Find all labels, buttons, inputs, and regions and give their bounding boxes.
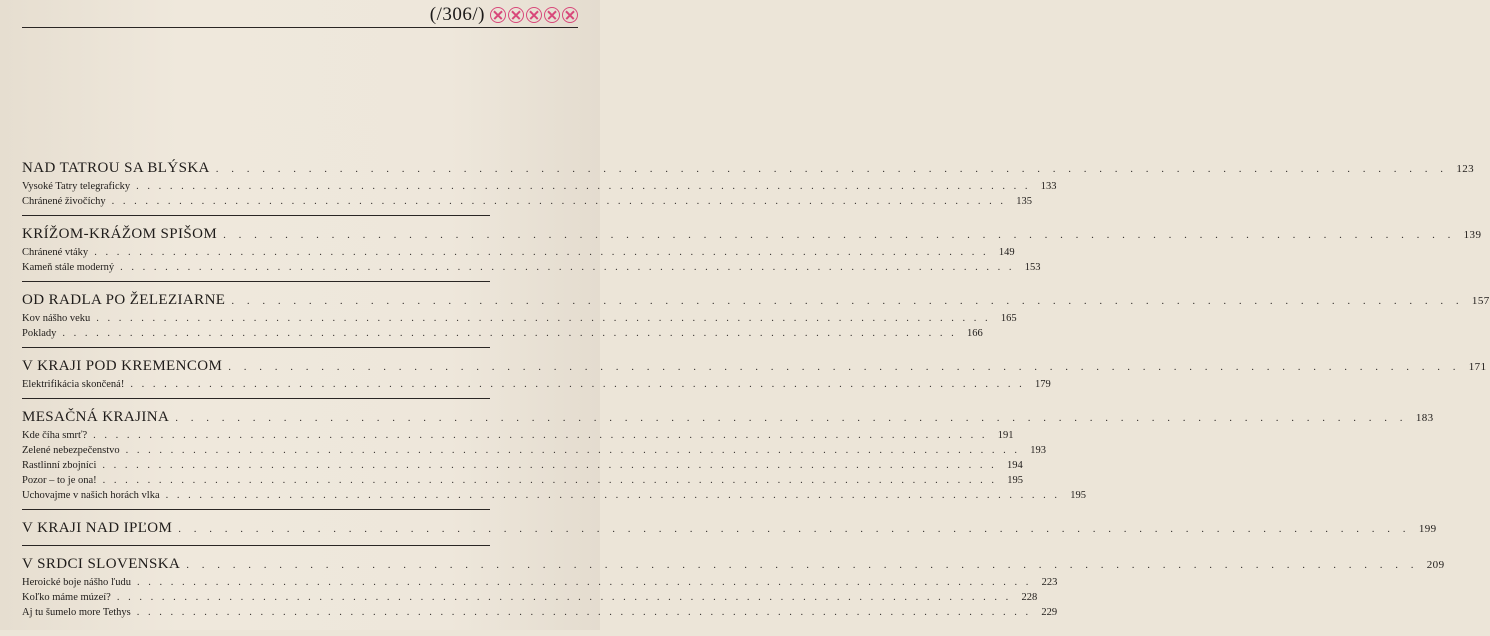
dot-leader: . . . . . . . . . . . . . . . . . . . . . . . . . . . . . . . . . . . . . . . . . . . . . . . . . . . . . . . . . . . . . . . . . . . . . . . . . . . . . . . . (102, 460, 997, 471)
chapter-heading (22, 409, 1434, 430)
dot-leader: . . . . . . . . . . . . . . . . . . . . . . . . . . . . . . . . . . . . . . . . . . . . . . . . . . . . . . . . . . . . . . . . . . . . . . . . . . . . . . . . (231, 295, 1464, 307)
dot-leader: . . . . . . . . . . . . . . . . . . . . . . . . . . . . . . . . . . . . . . . . . . . . . . . . . . . . . . . . . . . . . . . . . . . . . . . . . . . . . . . . (136, 577, 1032, 588)
chapter-heading (22, 292, 1490, 313)
chapter-subentry-label: Kov nášho veku (22, 313, 91, 324)
chapter-subentry (22, 328, 983, 343)
chapter-subentry-page: 166 (967, 328, 983, 339)
dot-leader: . . . . . . . . . . . . . . . . . . . . . . . . . . . . . . . . . . . . . . . . . . . . . . . . . . . . . . . . . . . . . . . . . . . . . . . . . . . . . . . . (102, 475, 998, 486)
chapter-subentry-page: 223 (1041, 577, 1058, 588)
dot-leader: . . . . . . . . . . . . . . . . . . . . . . . . . . . . . . . . . . . . . . . . . . . . . . . . . . . . . . . . . . . . . . . . . . . . . . . . . . . . . . . . (223, 229, 1456, 241)
chapter-subentry (22, 475, 1024, 490)
chapter-subentry (22, 460, 1023, 475)
stamp-mark-icon (490, 7, 506, 23)
stamp-mark-icon (508, 7, 524, 23)
chapter-subentry-page: 228 (1021, 592, 1038, 603)
chapter-heading (22, 520, 1437, 541)
dot-leader: . . . . . . . . . . . . . . . . . . . . . . . . . . . . . . . . . . . . . . . . . . . . . . . . . . . . . . . . . . . . . . . . . . . . . . . . . . . . . . . . (215, 163, 1449, 175)
dot-leader: . . . . . . . . . . . . . . . . . . . . . . . . . . . . . . . . . . . . . . . . . . . . . . . . . . . . . . . . . . . . . . . . . . . . . . . . . . . . . . . . (186, 559, 1419, 571)
chapter-subentry-label: Vysoké Tatry telegraficky (22, 181, 131, 192)
dot-leader: . . . . . . . . . . . . . . . . . . . . . . . . . . . . . . . . . . . . . . . . . . . . . . . . . . . . . . . . . . . . . . . . . . . . . . . . . . . . . . . . (93, 430, 988, 441)
dot-leader: . . . . . . . . . . . . . . . . . . . . . . . . . . . . . . . . . . . . . . . . . . . . . . . . . . . . . . . . . . . . . . . . . . . . . . . . . . . . . . . . (228, 361, 1461, 373)
chapter-subentry-label: Kde číha smrť? (22, 430, 88, 441)
chapter-heading (22, 226, 1482, 247)
chapter-subentry-label: Aj tu šumelo more Tethys (22, 607, 131, 618)
dot-leader: . . . . . . . . . . . . . . . . . . . . . . . . . . . . . . . . . . . . . . . . . . . . . . . . . . . . . . . . . . . . . . . . . . . . . . . . . . . . . . . . (96, 313, 991, 324)
chapter-heading (22, 358, 1487, 379)
chapter-subentry-page: 194 (1007, 460, 1023, 471)
chapter-heading-label: KRÍŽOM-KRÁŽOM SPIŠOM (22, 226, 218, 242)
chapter-subentry (22, 247, 1015, 262)
chapter-subentry-page: 195 (1007, 475, 1024, 486)
chapter-heading-label: MESAČNÁ KRAJINA (22, 409, 170, 425)
chapter-subentry-label: Kameň stále moderný (22, 262, 115, 273)
library-stamp (490, 7, 578, 23)
dot-leader: . . . . . . . . . . . . . . . . . . . . . . . . . . . . . . . . . . . . . . . . . . . . . . . . . . . . . . . . . . . . . . . . . . . . . . . . . . . . . . . . (111, 196, 1007, 207)
dot-leader: . . . . . . . . . . . . . . . . . . . . . . . . . . . . . . . . . . . . . . . . . . . . . . . . . . . . . . . . . . . . . . . . . . . . . . . . . . . . . . . . (136, 607, 1032, 618)
table-of-contents (22, 160, 1490, 636)
dot-leader: . . . . . . . . . . . . . . . . . . . . . . . . . . . . . . . . . . . . . . . . . . . . . . . . . . . . . . . . . . . . . . . . . . . . . . . . . . . . . . . . (136, 181, 1031, 192)
chapter-subentry-page: 149 (998, 247, 1015, 258)
chapter-heading (22, 160, 1475, 181)
dot-leader: . . . . . . . . . . . . . . . . . . . . . . . . . . . . . . . . . . . . . . . . . . . . . . . . . . . . . . . . . . . . . . . . . . . . . . . . . . . . . . . . (165, 490, 1060, 501)
stamp-mark-icon (526, 7, 542, 23)
chapter-subentry-label: Chránené vtáky (22, 247, 89, 258)
chapter-heading-label: NAD TATROU SA BLÝSKA (22, 160, 210, 176)
chapter-subentry-page: 165 (1000, 313, 1017, 324)
chapter-subentry (22, 181, 1057, 196)
dot-leader: . . . . . . . . . . . . . . . . . . . . . . . . . . . . . . . . . . . . . . . . . . . . . . . . . . . . . . . . . . . . . . . . . . . . . . . . . . . . . . . . (178, 523, 1411, 535)
toc-section (22, 358, 1487, 399)
chapter-subentry-label: Poklady (22, 328, 57, 339)
chapter-heading-page: 183 (1415, 412, 1434, 424)
dot-leader: . . . . . . . . . . . . . . . . . . . . . . . . . . . . . . . . . . . . . . . . . . . . . . . . . . . . . . . . . . . . . . . . . . . . . . . . . . . . . . . . (62, 328, 957, 339)
chapter-subentry (22, 577, 1058, 592)
chapter-subentry (22, 445, 1047, 460)
chapter-subentry-label: Elektrifikácia skončená! (22, 379, 125, 390)
chapter-subentry-label: Pozor – to je ona! (22, 475, 97, 486)
chapter-subentry-page: 229 (1041, 607, 1058, 618)
toc-section (22, 226, 1482, 282)
chapter-subentry (22, 607, 1058, 622)
chapter-subentry-page: 193 (1030, 445, 1047, 456)
toc-section (22, 292, 1490, 348)
chapter-subentry (22, 379, 1051, 394)
chapter-heading-label: V SRDCI SLOVENSKA (22, 556, 181, 572)
chapter-subentry (22, 196, 1033, 211)
chapter-subentry-label: Uchovajme v našich horách vlka (22, 490, 160, 501)
chapter-subentry (22, 262, 1041, 277)
chapter-heading-label: V KRAJI NAD IPĽOM (22, 520, 173, 536)
chapter-heading-page: 157 (1471, 295, 1490, 307)
dot-leader: . . . . . . . . . . . . . . . . . . . . . . . . . . . . . . . . . . . . . . . . . . . . . . . . . . . . . . . . . . . . . . . . . . . . . . . . . . . . . . . . (175, 412, 1408, 424)
chapter-subentry-label: Rastlinní zbojníci (22, 460, 97, 471)
chapter-subentry-page: 135 (1016, 196, 1033, 207)
chapter-subentry (22, 592, 1038, 607)
chapter-heading-page: 123 (1456, 163, 1475, 175)
chapter-heading (22, 556, 1445, 577)
chapter-subentry-label: Heroické boje nášho ľudu (22, 577, 131, 588)
header-rule (22, 27, 578, 28)
chapter-subentry-page: 133 (1040, 181, 1057, 192)
page-header (430, 3, 578, 27)
toc-section (22, 556, 1445, 626)
chapter-heading-page: 139 (1463, 229, 1482, 241)
chapter-subentry-label: Zelené nebezpečenstvo (22, 445, 120, 456)
chapter-subentry-page: 191 (997, 430, 1014, 441)
chapter-heading-page: 171 (1468, 361, 1487, 373)
chapter-heading-page: 199 (1418, 523, 1437, 535)
toc-section (22, 520, 1437, 546)
chapter-subentry-page: 179 (1034, 379, 1051, 390)
chapter-heading-label: OD RADLA PO ŽELEZIARNE (22, 292, 226, 308)
chapter-subentry (22, 430, 1014, 445)
chapter-subentry (22, 313, 1017, 328)
chapter-subentry-page: 153 (1024, 262, 1041, 273)
toc-section (22, 409, 1434, 510)
chapter-subentry (22, 490, 1086, 505)
chapter-subentry-page: 195 (1070, 490, 1086, 501)
dot-leader: . . . . . . . . . . . . . . . . . . . . . . . . . . . . . . . . . . . . . . . . . . . . . . . . . . . . . . . . . . . . . . . . . . . . . . . . . . . . . . . . (116, 592, 1012, 603)
dot-leader: . . . . . . . . . . . . . . . . . . . . . . . . . . . . . . . . . . . . . . . . . . . . . . . . . . . . . . . . . . . . . . . . . . . . . . . . . . . . . . . . (130, 379, 1025, 390)
toc-section (22, 160, 1475, 216)
stamp-mark-icon (544, 7, 560, 23)
dot-leader: . . . . . . . . . . . . . . . . . . . . . . . . . . . . . . . . . . . . . . . . . . . . . . . . . . . . . . . . . . . . . . . . . . . . . . . . . . . . . . . . (120, 262, 1015, 273)
dot-leader: . . . . . . . . . . . . . . . . . . . . . . . . . . . . . . . . . . . . . . . . . . . . . . . . . . . . . . . . . . . . . . . . . . . . . . . . . . . . . . . . (125, 445, 1021, 456)
chapter-subentry-label: Koľko máme múzeí? (22, 592, 111, 603)
chapter-heading-page: 209 (1426, 559, 1445, 571)
dot-leader: . . . . . . . . . . . . . . . . . . . . . . . . . . . . . . . . . . . . . . . . . . . . . . . . . . . . . . . . . . . . . . . . . . . . . . . . . . . . . . . . (94, 247, 989, 258)
stamp-mark-icon (562, 7, 578, 23)
page-number: (/306/) (429, 4, 485, 25)
chapter-heading-label: V KRAJI POD KREMENCOM (22, 358, 223, 374)
chapter-subentry-label: Chránené živočíchy (22, 196, 106, 207)
